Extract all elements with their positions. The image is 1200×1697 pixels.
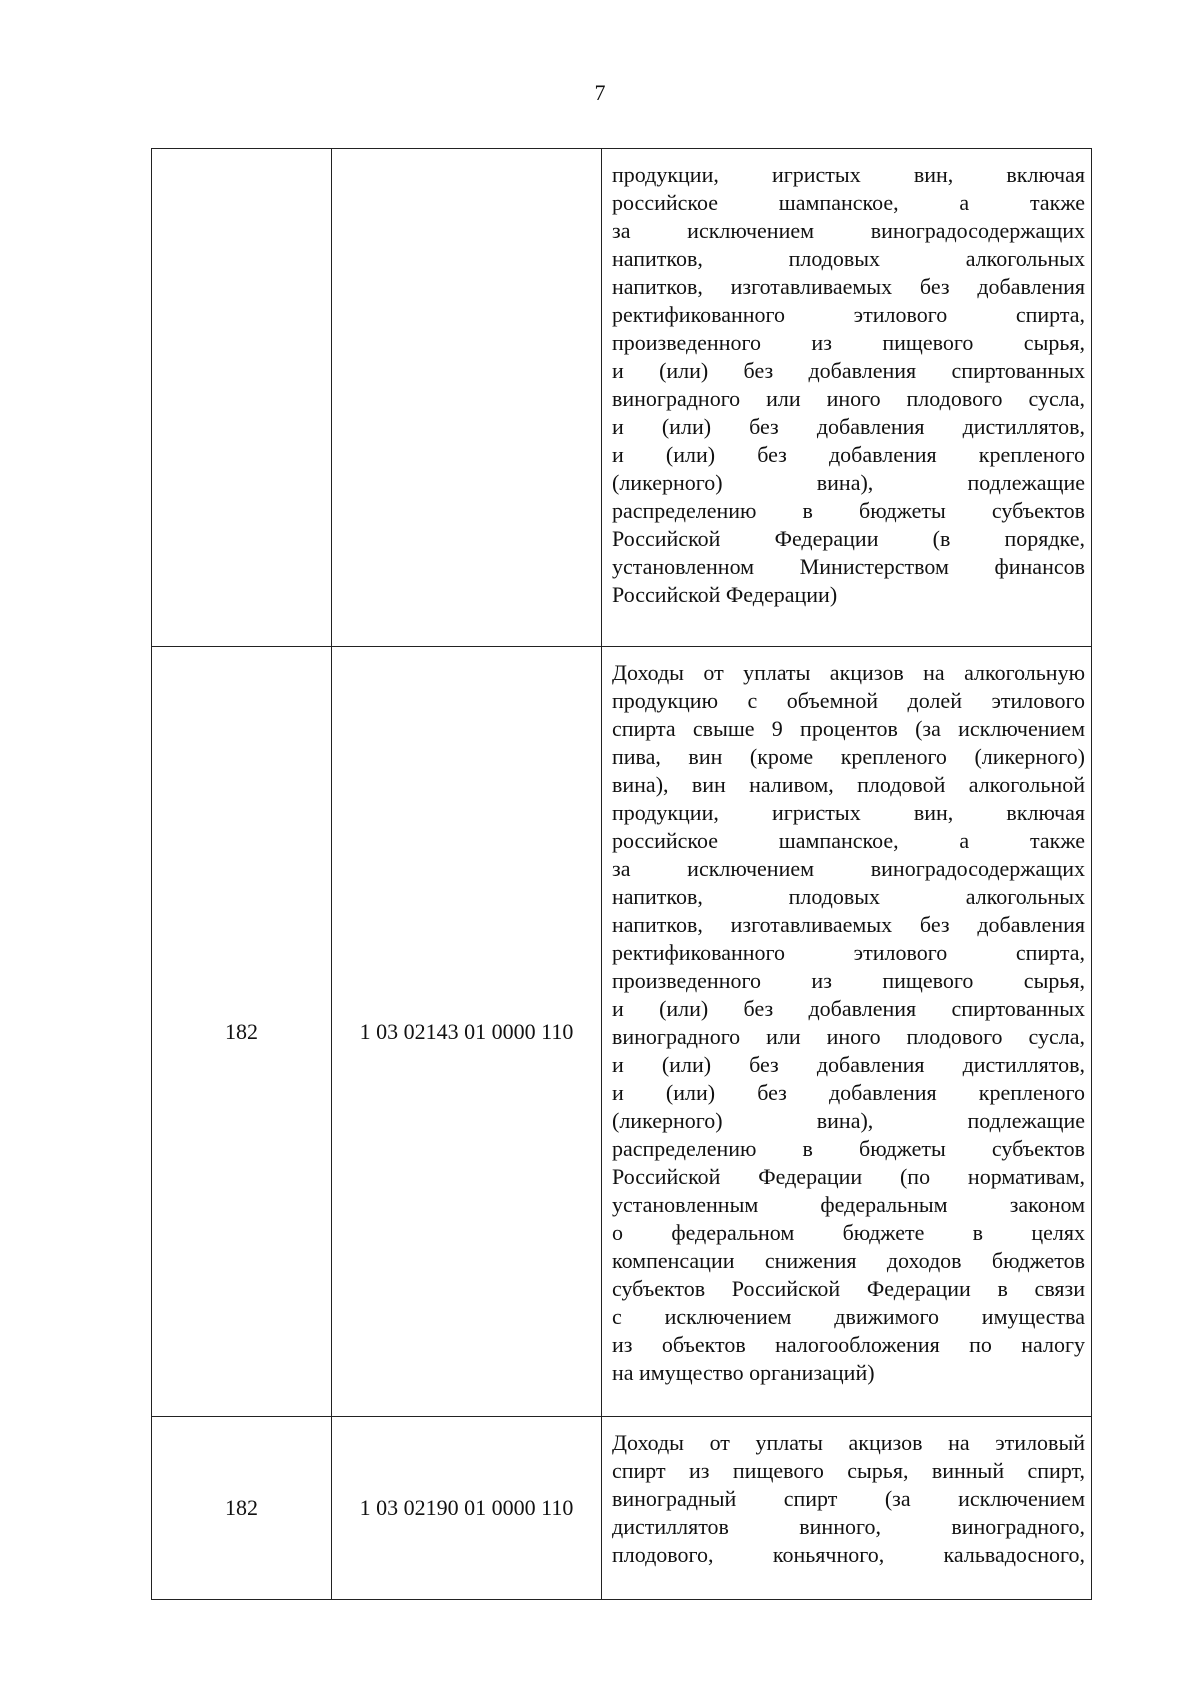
kbk-code-cell: 1 03 02143 01 0000 110: [332, 647, 602, 1417]
description-cell: [602, 647, 1092, 1417]
description-line: ректификованного этилового спирта,: [612, 302, 1085, 327]
description-line: (ликерного) вина), подлежащие: [612, 470, 1085, 495]
description-line: распределению в бюджеты субъектов: [612, 498, 1085, 523]
description-line: напитков, изготавливаемых без добавления: [612, 274, 1085, 299]
description-line: за исключением виноградосодержащих: [612, 218, 1085, 243]
description-line: и (или) без добавления спиртованных: [612, 996, 1085, 1021]
description-line: и (или) без добавления крепленого: [612, 1080, 1085, 1105]
description-line: дистиллятов винного, виноградного,: [612, 1514, 1085, 1539]
description-line: ректификованного этилового спирта,: [612, 940, 1085, 965]
description-line: виноградного или иного плодового сусла,: [612, 1024, 1085, 1049]
description-line: и (или) без добавления дистиллятов,: [612, 1052, 1085, 1077]
description-line: о федеральном бюджете в целях: [612, 1220, 1085, 1245]
description-line: напитков, плодовых алкогольных: [612, 884, 1085, 909]
description-line: российское шампанское, а также: [612, 828, 1085, 853]
description-line: плодового, коньячного, кальвадосного,: [612, 1542, 1085, 1567]
description-line: Российской Федерации (по нормативам,: [612, 1164, 1085, 1189]
description-line: произведенного из пищевого сырья,: [612, 968, 1085, 993]
description-line: спирт из пищевого сырья, винный спирт,: [612, 1458, 1085, 1483]
description-line: за исключением виноградосодержащих: [612, 856, 1085, 881]
description-line: на имущество организаций): [612, 1360, 875, 1385]
description-line: напитков, плодовых алкогольных: [612, 246, 1085, 271]
description-line: установленным федеральным законом: [612, 1192, 1085, 1217]
description-line: Российской Федерации): [612, 582, 838, 607]
description-line: и (или) без добавления спиртованных: [612, 358, 1085, 383]
description-line: Доходы от уплаты акцизов на алкогольную: [612, 660, 1085, 685]
description-line: продукции, игристых вин, включая: [612, 800, 1085, 825]
description-line: и (или) без добавления дистиллятов,: [612, 414, 1085, 439]
description-line: напитков, изготавливаемых без добавления: [612, 912, 1085, 937]
description-line: с исключением движимого имущества: [612, 1304, 1085, 1329]
description-line: спирта свыше 9 процентов (за исключением: [612, 716, 1085, 741]
table-row: [152, 149, 1092, 647]
table-row: [152, 1417, 1092, 1600]
kbk-code-cell: 1 03 02190 01 0000 110: [332, 1417, 602, 1600]
description-line: виноградный спирт (за исключением: [612, 1486, 1085, 1511]
description-line: Доходы от уплаты акцизов на этиловый: [612, 1430, 1085, 1455]
description-line: произведенного из пищевого сырья,: [612, 330, 1085, 355]
description-line: продукции, игристых вин, включая: [612, 162, 1085, 187]
description-line: (ликерного) вина), подлежащие: [612, 1108, 1085, 1133]
kbk-code-cell: [332, 149, 602, 647]
admin-code-cell: 182: [152, 647, 332, 1417]
description-line: распределению в бюджеты субъектов: [612, 1136, 1085, 1161]
revenue-codes-table: [151, 148, 1092, 1600]
description-line: продукцию с объемной долей этилового: [612, 688, 1085, 713]
description-line: и (или) без добавления крепленого: [612, 442, 1085, 467]
description-line: виноградного или иного плодового сусла,: [612, 386, 1085, 411]
description-line: пива, вин (кроме крепленого (ликерного): [612, 744, 1085, 769]
description-line: компенсации снижения доходов бюджетов: [612, 1248, 1085, 1273]
description-line: вина), вин наливом, плодовой алкогольной: [612, 772, 1085, 797]
page-number: 7: [594, 80, 606, 105]
description-line: установленном Министерством финансов: [612, 554, 1085, 579]
description-cell: [602, 149, 1092, 647]
description-line: российское шампанское, а также: [612, 190, 1085, 215]
table-row: [152, 647, 1092, 1417]
description-line: Российской Федерации (в порядке,: [612, 526, 1085, 551]
description-cell: [602, 1417, 1092, 1600]
description-line: из объектов налогообложения по налогу: [612, 1332, 1085, 1357]
admin-code-cell: 182: [152, 1417, 332, 1600]
description-line: субъектов Российской Федерации в связи: [612, 1276, 1085, 1301]
admin-code-cell: [152, 149, 332, 647]
